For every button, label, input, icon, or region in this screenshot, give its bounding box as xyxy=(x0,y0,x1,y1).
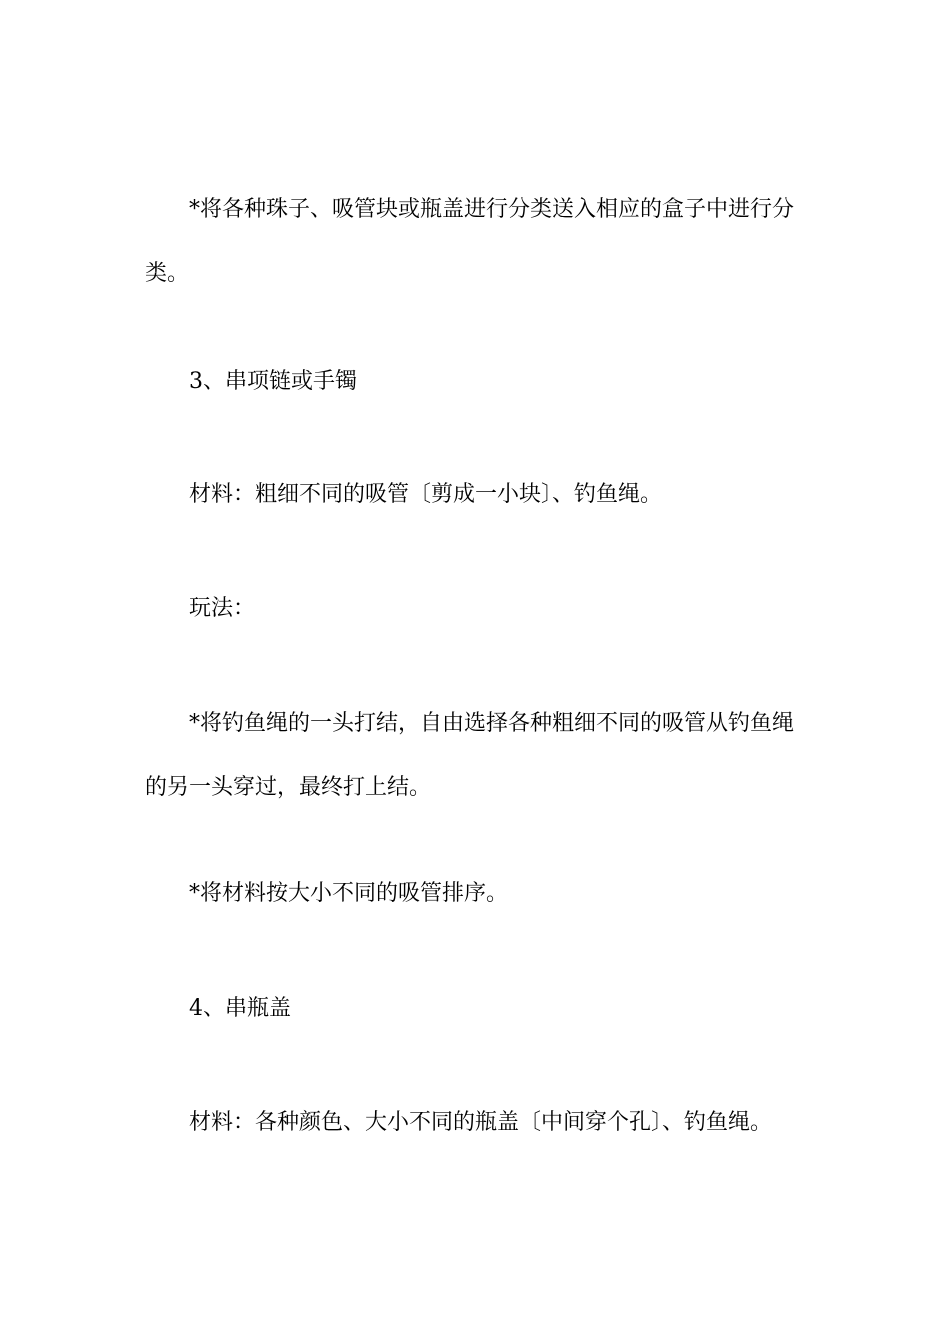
paragraph-materials-caps: 材料：各种颜色、大小不同的瓶盖〔中间穿个孔〕、钓鱼绳。 xyxy=(189,1110,773,1135)
heading-necklace-bracelet: 3、串项链或手镯 xyxy=(189,369,357,394)
paragraph-how-to-play: 玩法： xyxy=(189,596,256,621)
paragraph-threading-instruction: *将钓鱼绳的一头打结，自由选择各种粗细不同的吸管从钓鱼绳的另一头穿过，最终打上结。 xyxy=(145,711,795,800)
paragraph-sorting-instruction: *将各种珠子、吸管块或瓶盖进行分类送入相应的盒子中进行分类。 xyxy=(145,197,795,286)
paragraph-materials-straws: 材料：粗细不同的吸管〔剪成一小块〕、钓鱼绳。 xyxy=(189,482,663,507)
paragraph-ordering-instruction: *将材料按大小不同的吸管排序。 xyxy=(189,881,509,906)
heading-bottle-caps: 4、串瓶盖 xyxy=(189,996,291,1021)
